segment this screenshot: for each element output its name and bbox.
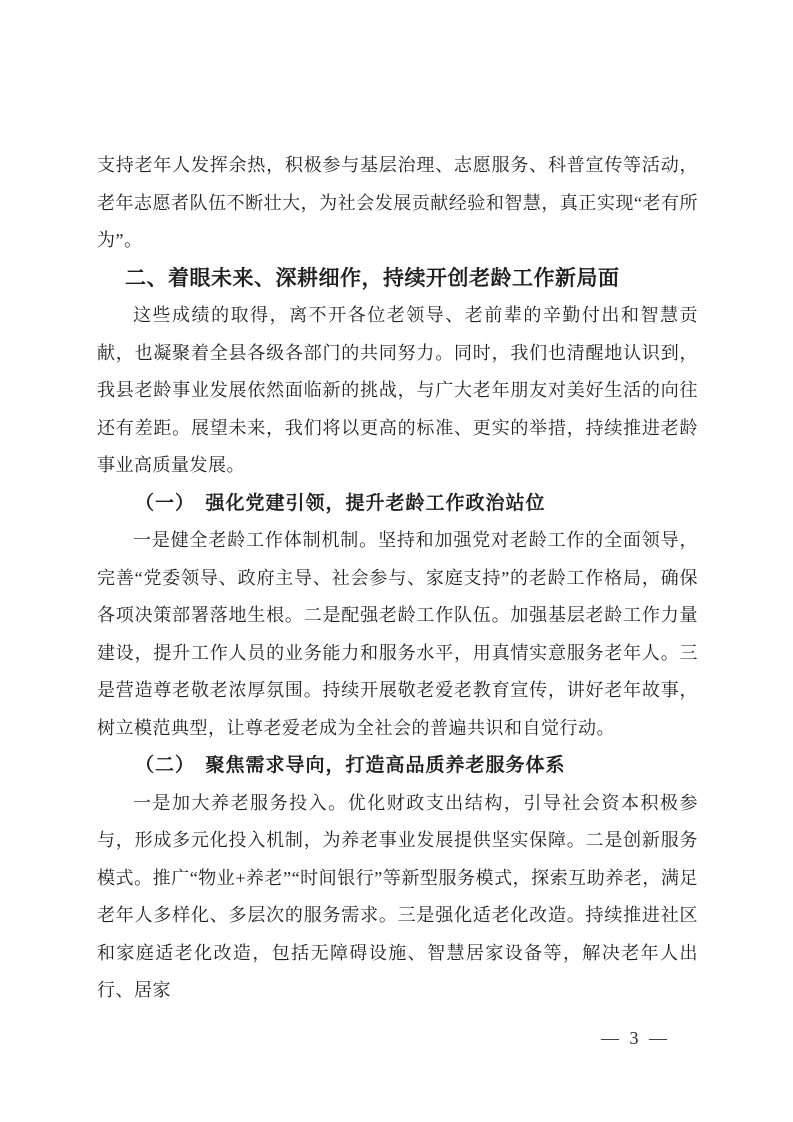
paragraph: 一是健全老龄工作体制机制。坚持和加强党对老龄工作的全面领导，完善“党委领导、政府主导、社会参与、家庭支持”的老龄工作格局，确保各项决策部署落地生根。二是配强老龄工作队伍。加强基层老龄工作力量建设，提升工作人员的业务能力和服务水平，用真情实意服务老年人。三是营造尊老敬老浓厚氛围。持续开展敬老爱老教育宣传，讲好老年故事，树立模范典型，让尊老爱老成为全社会的普遍共识和自觉行动。 xyxy=(97,530,698,738)
page-number: — 3 — xyxy=(601,1028,670,1048)
paragraph-continuation: 支持老年人发挥余热，积极参与基层治理、志愿服务、科普宣传等活动，老年志愿者队伍不断壮大，为社会发展贡献经验和智慧，真正实现“老有所为”。 xyxy=(97,155,698,250)
paragraph: 一是加大养老服务投入。优化财政支出结构，引导社会资本积极参与，形成多元化投入机制，为养老事业发展提供坚实保障。二是创新服务模式。推广“物业+养老”“时间银行”等新型服务模式，探索互助养老，满足老年人多样化、多层次的服务需求。三是强化适老化改造。持续推进社区和家庭适老化改造，包括无障碍设施、智慧居家设备等，解决老年人出行、居家 xyxy=(97,792,698,1000)
document-body xyxy=(97,147,698,1010)
paragraph: 这些成绩的取得，离不开各位老领导、老前辈的辛勤付出和智慧贡献，也凝聚着全县各级各部门的共同努力。同时，我们也清醒地认识到，我县老龄事业发展依然面临新的挑战，与广大老年朋友对美好生活的向往还有差距。展望未来，我们将以更高的标准、更实的举措，持续推进老龄事业高质量发展。 xyxy=(97,305,698,475)
subsection-heading-1: （一） 强化党建引领，提升老龄工作政治站位 xyxy=(135,492,546,514)
subsection-heading-2: （二） 聚焦需求导向，打造高品质养老服务体系 xyxy=(135,755,566,776)
section-heading: 二、着眼未来、深耕细作，持续开创老龄工作新局面 xyxy=(125,266,620,290)
